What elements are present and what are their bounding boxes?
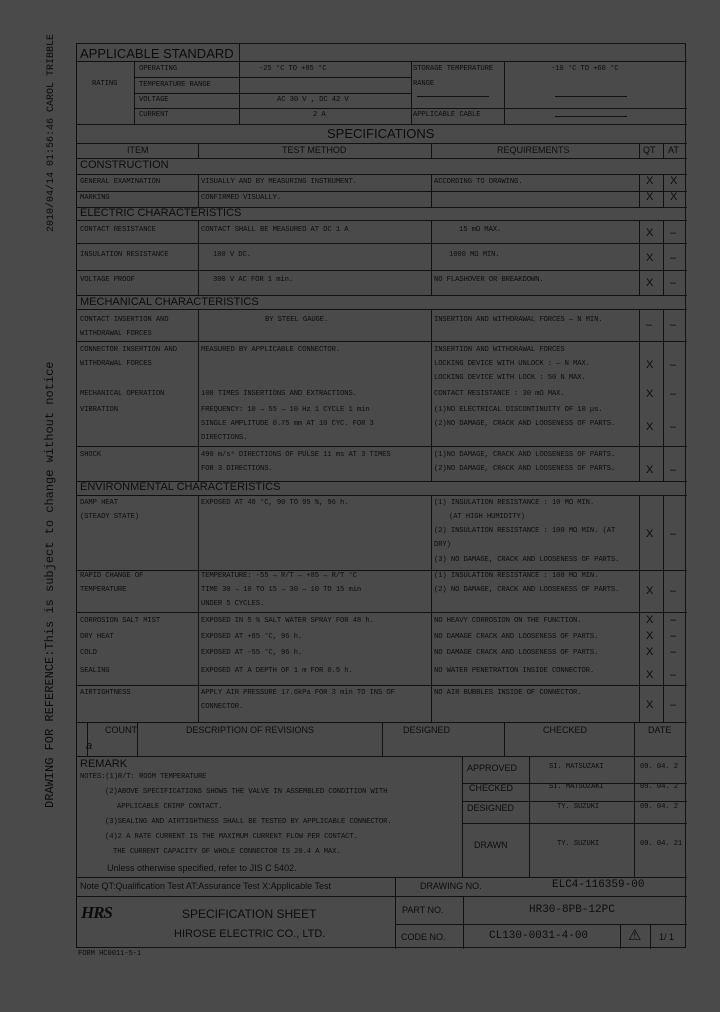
- operating-label: OPERATING: [139, 65, 177, 73]
- approved-date: 09. 04. 2: [640, 763, 678, 771]
- operating-temp-value: -25 °C TO +85 °C: [259, 65, 327, 73]
- remark-note-5: (4)2 A RATE CURRENT IS THE MAXIMUM CURRENT FLOW PER CONTACT.: [105, 833, 358, 841]
- mechanical-heading: MECHANICAL CHARACTERISTICS: [80, 296, 259, 308]
- test-method-header: TEST METHOD: [282, 145, 347, 155]
- insulation-resistance-requirement: 1000 MΩ MIN.: [449, 251, 500, 259]
- vibration-method-3: DIRECTIONS.: [201, 434, 248, 442]
- contact-resistance-item: CONTACT RESISTANCE: [80, 226, 156, 234]
- caution-icon: ⚠: [628, 927, 642, 944]
- contact-resistance-at: –: [670, 227, 677, 239]
- shock-method-2: FOR 3 DIRECTIONS.: [201, 465, 273, 473]
- current-value: 2 A: [313, 111, 326, 119]
- voltage-value: AC 30 V , DC 42 V: [277, 96, 349, 104]
- connector-insertion-req-3: LOCKING DEVICE WITH LOCK : 50 N MAX.: [434, 374, 586, 382]
- shock-at: –: [670, 464, 677, 476]
- airtightness-item: AIRTIGHTNESS: [80, 689, 131, 697]
- shock-req-1: (1)NO DAMAGE, CRACK AND LOOSENESS OF PARTS.: [434, 451, 616, 459]
- sheet-title: SPECIFICATION SHEET: [182, 907, 317, 921]
- airtightness-at: –: [670, 699, 677, 711]
- mechanical-operation-at: –: [670, 388, 677, 400]
- code-no-label: CODE NO.: [401, 932, 446, 942]
- applicable-standard-label: APPLICABLE STANDARD: [80, 46, 234, 61]
- rapid-change-at: –: [670, 585, 677, 597]
- code-no: CL130-0031-4-00: [489, 930, 589, 942]
- storage-temp-label: STORAGE TEMPERATURE: [413, 65, 494, 73]
- approved-name: SI. MATSUZAKI: [549, 763, 604, 771]
- marking-qt: X: [646, 191, 654, 203]
- sealing-method: EXPOSED AT A DEPTH OF 1 m FOR 0.5 h.: [201, 667, 353, 675]
- dry-heat-requirement: NO DAMAGE CRACK AND LOOSENESS OF PARTS.: [434, 633, 599, 641]
- contact-insertion-item-1: CONTACT INSERTION AND: [80, 316, 169, 324]
- contact-insertion-at: –: [670, 319, 677, 331]
- damp-heat-req-1: (1) INSULATION RESISTANCE : 10 MΩ MIN.: [434, 499, 595, 507]
- contact-insertion-requirement: INSERTION AND WITHDRAWAL FORCES — N MIN.: [434, 316, 603, 324]
- marking-at: X: [670, 191, 678, 203]
- vibration-item: VIBRATION: [80, 406, 118, 414]
- mechanical-operation-requirement: CONTACT RESISTANCE : 30 mΩ MAX.: [434, 390, 565, 398]
- cold-requirement: NO DAMAGE CRACK AND LOOSENESS OF PARTS.: [434, 649, 599, 657]
- drawn-name: TY. SUZUKI: [557, 840, 600, 848]
- mechanical-operation-method: 100 TIMES INSERTIONS AND EXTRACTIONS.: [201, 390, 357, 398]
- voltage-proof-method: 300 V AC FOR 1 min.: [213, 276, 294, 284]
- storage-temp-value: -10 °C TO +60 °C: [551, 65, 619, 73]
- mechanical-operation-item: MECHANICAL OPERATION: [80, 390, 165, 398]
- vibration-req-1: (1)NO ELECTRICAL DISCONTINUITY OF 10 μs.: [434, 406, 603, 414]
- vibration-req-2: (2)NO DAMAGE, CRACK AND LOOSENESS OF PARTS.: [434, 420, 616, 428]
- electric-heading: ELECTRIC CHARACTERISTICS: [80, 207, 242, 219]
- hrs-logo: HRS: [81, 903, 113, 922]
- damp-heat-req-4: DRY): [434, 541, 451, 549]
- dry-heat-qt: X: [646, 630, 654, 642]
- shock-method-1: 490 m/s² DIRECTIONS OF PULSE 11 ms AT 3 TIMES: [201, 451, 391, 459]
- at-header: AT: [668, 145, 679, 155]
- form-number: FORM HC0011-5-1: [78, 950, 142, 958]
- item-header: ITEM: [127, 145, 149, 155]
- vibration-qt: X: [646, 421, 654, 433]
- connector-insertion-req-2: LOCKING DEVICE WITH UNLOCK : — N MAX.: [434, 360, 590, 368]
- contact-insertion-item-2: WITHDRAWAL FORCES: [80, 330, 152, 338]
- company-name: HIROSE ELECTRIC CO., LTD.: [174, 928, 326, 940]
- revision-date-header: DATE: [648, 725, 672, 735]
- remark-note-6: THE CURRENT CAPACITY OF WHOLE CONNECTOR IS 20.4 A MAX.: [113, 848, 341, 856]
- checked-name: SI. MATSUZAKI: [549, 783, 604, 791]
- general-examination-at: X: [670, 175, 678, 187]
- remark-note-1: NOTES:(1)R/T: ROOM TEMPERATURE: [80, 773, 207, 781]
- remark-title: REMARK: [80, 758, 128, 770]
- rapid-change-item-2: TEMPERATURE: [80, 586, 127, 594]
- rapid-change-item-1: RAPID CHANGE OF: [80, 572, 144, 580]
- part-no-label: PART NO.: [402, 905, 444, 915]
- current-label: CURRENT: [139, 111, 169, 119]
- insulation-resistance-at: –: [670, 252, 677, 264]
- drawn-label: DRAWN: [474, 840, 508, 850]
- reference-notice: DRAWING FOR REFERENCE:This is subject to change without notice: [43, 361, 57, 808]
- connector-insertion-at: –: [670, 359, 677, 371]
- rapid-change-req-2: (2) NO DAMAGE, CRACK AND LOOSENESS OF PARTS.: [434, 586, 620, 594]
- revision-designed-header: DESIGNED: [403, 725, 451, 735]
- connector-insertion-qt: X: [646, 359, 654, 371]
- airtightness-method-1: APPLY AIR PRESSURE 17.6kPa FOR 3 min TO INS OF: [201, 689, 395, 697]
- vibration-at: –: [670, 421, 677, 433]
- revision-symbol: a: [86, 740, 93, 752]
- shock-req-2: (2)NO DAMAGE, CRACK AND LOOSENESS OF PARTS.: [434, 465, 616, 473]
- general-examination-method: VISUALLY AND BY MEASURING INSTRUMENT.: [201, 178, 357, 186]
- contact-resistance-qt: X: [646, 227, 654, 239]
- general-examination-item: GENERAL EXAMINATION: [80, 178, 161, 186]
- contact-insertion-qt: –: [646, 319, 653, 331]
- contact-resistance-method: CONTACT SHALL BE MEASURED AT DC 1 A: [201, 226, 349, 234]
- print-timestamp: 2010/04/14 01:56:46 CAROL TRIBBLE: [46, 33, 57, 232]
- rapid-change-req-1: (1) INSULATION RESISTANCE : 100 MΩ MIN.: [434, 572, 599, 580]
- page-indicator: 1/ 1: [659, 932, 675, 942]
- dry-heat-item: DRY HEAT: [80, 633, 114, 641]
- construction-heading: CONSTRUCTION: [80, 159, 169, 171]
- revision-checked-header: CHECKED: [543, 725, 588, 735]
- marking-method: CONFIRMED VISUALLY.: [201, 194, 282, 202]
- drawn-date: 09. 04. 21: [640, 840, 683, 848]
- rating-label: RATING: [92, 80, 118, 88]
- voltage-proof-item: VOLTAGE PROOF: [80, 276, 135, 284]
- remark-note-4: (3)SEALING AND AIRTIGHTNESS SHALL BE TESTED BY APPLICABLE CONNECTOR.: [105, 818, 392, 826]
- connector-insertion-item-2: WITHDRAWAL FORCES: [80, 360, 152, 368]
- salt-mist-at: –: [670, 614, 677, 626]
- insulation-resistance-qt: X: [646, 252, 654, 264]
- insulation-resistance-method: 100 V DC.: [213, 251, 251, 259]
- rapid-change-method-3: UNDER 5 CYCLES.: [201, 600, 265, 608]
- airtightness-method-2: CONNECTOR.: [201, 703, 244, 711]
- connector-insertion-method: MEASURED BY APPLICABLE CONNECTOR.: [201, 346, 341, 354]
- qt-header: QT: [643, 145, 656, 155]
- marking-item: MARKING: [80, 194, 110, 202]
- insulation-resistance-item: INSULATION RESISTANCE: [80, 251, 169, 259]
- salt-mist-method: EXPOSED IN 5 % SALT WATER SPRAY FOR 48 h.: [201, 617, 374, 625]
- designed-label: DESIGNED: [467, 803, 515, 813]
- drawing-no: ELC4-116359-00: [552, 879, 645, 891]
- voltage-proof-qt: X: [646, 277, 654, 289]
- environmental-heading: ENVIRONMENTAL CHARACTERISTICS: [80, 481, 281, 493]
- voltage-label: VOLTAGE: [139, 96, 169, 104]
- storage-temp-label-2: RANGE: [413, 80, 435, 88]
- damp-heat-method: EXPOSED AT 40 °C, 90 TO 95 %, 96 h.: [201, 499, 349, 507]
- part-no: HR30-8PB-12PC: [529, 904, 615, 916]
- dry-heat-method: EXPOSED AT +85 °C, 96 h.: [201, 633, 303, 641]
- specifications-title: SPECIFICATIONS: [327, 126, 435, 141]
- shock-item: SHOCK: [80, 451, 102, 459]
- general-examination-requirement: ACCORDING TO DRAWING.: [434, 178, 523, 186]
- damp-heat-qt: X: [646, 528, 654, 540]
- damp-heat-req-5: (3) NO DAMAGE, CRACK AND LOOSENESS OF PARTS.: [434, 556, 620, 564]
- contact-resistance-requirement: 15 mΩ MAX.: [459, 226, 502, 234]
- designed-date: 09. 04. 2: [640, 803, 678, 811]
- cold-method: EXPOSED AT -55 °C, 96 h.: [201, 649, 303, 657]
- damp-heat-item-2: (STEADY STATE): [80, 513, 139, 521]
- airtightness-qt: X: [646, 699, 654, 711]
- damp-heat-req-3: (2) INSULATION RESISTANCE : 100 MΩ MIN. (AT: [434, 527, 616, 535]
- salt-mist-item: CORROSION SALT MIST: [80, 617, 161, 625]
- vibration-method-2: SINGLE AMPLITUDE 0.75 mm AT 10 CYC. FOR 3: [201, 420, 374, 428]
- remark-note-3: APPLICABLE CRIMP CONTACT.: [117, 803, 223, 811]
- salt-mist-qt: X: [646, 614, 654, 626]
- test-legend-note: Note QT:Qualification Test AT:Assurance Test X:Applicable Test: [80, 881, 331, 891]
- drawing-no-label: DRAWING NO.: [420, 881, 482, 891]
- damp-heat-at: –: [670, 528, 677, 540]
- rapid-change-method-2: TIME 30 → 10 TO 15 → 30 → 10 TO 15 min: [201, 586, 362, 594]
- damp-heat-req-2: (AT HIGH HUMIDITY): [449, 513, 525, 521]
- temp-range-label: TEMPERATURE RANGE: [139, 81, 211, 89]
- revision-description-header: DESCRIPTION OF REVISIONS: [186, 725, 315, 735]
- damp-heat-item-1: DAMP HEAT: [80, 499, 118, 507]
- airtightness-requirement: NO AIR BUBBLES INSIDE OF CONNECTOR.: [434, 689, 582, 697]
- cold-item: COLD: [80, 649, 97, 657]
- checked-date: 09. 04. 2: [640, 783, 678, 791]
- dry-heat-at: –: [670, 630, 677, 642]
- vibration-method-1: FREQUENCY: 10 → 55 → 10 Hz 1 CYCLE 1 min: [201, 406, 370, 414]
- cold-qt: X: [646, 646, 654, 658]
- connector-insertion-item-1: CONNECTOR INSERTION AND: [80, 346, 177, 354]
- general-examination-qt: X: [646, 175, 654, 187]
- voltage-proof-at: –: [670, 277, 677, 289]
- rapid-change-method-1: TEMPERATURE: -55 → R/T → +85 → R/T °C: [201, 572, 357, 580]
- approved-label: APPROVED: [467, 763, 518, 773]
- mechanical-operation-qt: X: [646, 388, 654, 400]
- sealing-requirement: NO WATER PENETRATION INSIDE CONNECTOR.: [434, 667, 595, 675]
- checked-label: CHECKED: [469, 783, 514, 793]
- remark-note-2: (2)ABOVE SPECIFICATIONS SHOWS THE VALVE IN ASSEMBLED CONDITION WITH: [105, 788, 388, 796]
- connector-insertion-req-1: INSERTION AND WITHDRAWAL FORCES: [434, 346, 565, 354]
- shock-qt: X: [646, 464, 654, 476]
- designed-name: TY. SUZUKI: [557, 803, 600, 811]
- voltage-proof-requirement: NO FLASHOVER OR BREAKDOWN.: [434, 276, 544, 284]
- sealing-at: –: [670, 669, 677, 681]
- sealing-item: SEALING: [80, 667, 110, 675]
- salt-mist-requirement: NO HEAVY CORROSION ON THE FUNCTION.: [434, 617, 582, 625]
- applicable-cable-label: APPLICABLE CABLE: [413, 111, 481, 119]
- count-header: COUNT: [105, 725, 137, 735]
- specification-sheet: [76, 43, 686, 948]
- rapid-change-qt: X: [646, 585, 654, 597]
- sealing-qt: X: [646, 669, 654, 681]
- cold-at: –: [670, 646, 677, 658]
- jis-reference: Unless otherwise specified, refer to JIS C 5402.: [107, 863, 297, 873]
- requirements-header: REQUIREMENTS: [497, 145, 570, 155]
- contact-insertion-method: BY STEEL GAUGE.: [265, 316, 329, 324]
